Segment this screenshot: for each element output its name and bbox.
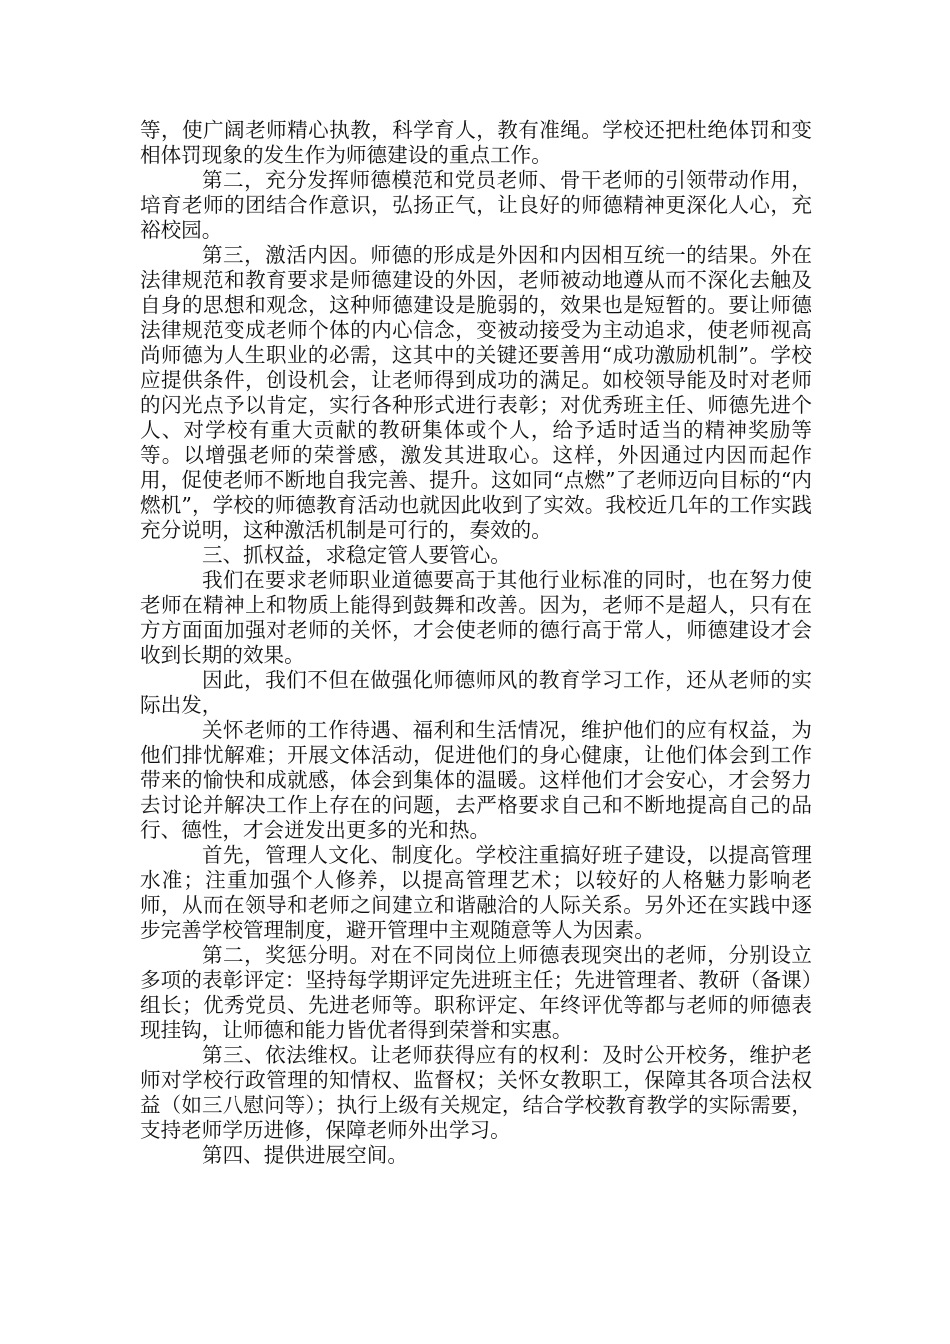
paragraph-11: 第四、提供进展空间。 (202, 1143, 408, 1167)
paragraph-9: 第二，奖惩分明。对在不同岗位上师德表现突出的老师，分别设立多项的表彰评定：坚持每学期评定先进班主任；先进管理者、教研（备课）组长；优秀党员、先进老师等。职称评定、年终评优等都与老师的师德表现挂钩，让师德和能力皆优者得到荣誉和实惠。 (140, 943, 812, 1042)
paragraph-2: 第二，充分发挥师德模范和党员老师、骨干老师的引领带动作用，培育老师的团结合作意识，弘扬正气，让良好的师德精神更深化人心，充裕校园。 (140, 168, 812, 242)
document-page (140, 118, 812, 1168)
section-heading-3: 三、抓权益，求稳定管人要管心。 (202, 543, 511, 567)
paragraph-10: 第三、依法维权。让老师获得应有的权利：及时公开校务，维护老师对学校行政管理的知情权、监督权；关怀女教职工，保障其各项合法权益（如三八慰问等）；执行上级有关规定，结合学校教育教学的实际需要，支持老师学历进修，保障老师外出学习。 (140, 1043, 812, 1142)
paragraph-6: 因此，我们不但在做强化师德师风的教育学习工作，还从老师的实际出发， (140, 668, 812, 717)
paragraph-3: 第三，激活内因。师德的形成是外因和内因相互统一的结果。外在法律规范和教育要求是师德建设的外因，老师被动地遵从而不深化去触及自身的思想和观念，这种师德建设是脆弱的，效果也是短暂的。要让师德法律规范变成老师个体的内心信念，变被动接受为主动追求，使老师视高尚师德为人生职业的必需，这其中的关键还要善用“成功激励机制”。学校应提供条件，创设机会，让老师得到成功的满足。如校领导能及时对老师的闪光点予以肯定，实行各种形式进行表彰；对优秀班主任、师德先进个人、对学校有重大贡献的教研集体或个人，给予适时适当的精神奖励等等。以增强老师的荣誉感，激发其进取心。这样，外因通过内因而起作用，促使老师不断地自我完善、提升。这如同“点燃”了老师迈向目标的“内燃机”，学校的师德教育活动也就因此收到了实效。我校近几年的工作实践充分说明，这种激活机制是可行的，奏效的。 (140, 243, 812, 542)
paragraph-5: 我们在要求老师职业道德要高于其他行业标准的同时，也在努力使老师在精神上和物质上能得到鼓舞和改善。因为，老师不是超人，只有在方方面面加强对老师的关怀，才会使老师的德行高于常人，师德建设才会收到长期的效果。 (140, 568, 812, 667)
paragraph-7: 关怀老师的工作待遇、福利和生活情况，维护他们的应有权益，为他们排忧解难；开展文体活动，促进他们的身心健康，让他们体会到工作带来的愉快和成就感，体会到集体的温暖。这样他们才会安心，才会努力去讨论并解决工作上存在的问题，去严格要求自己和不断地提高自己的品行、德性，才会迸发出更多的光和热。 (140, 718, 812, 842)
paragraph-1: 等，使广阔老师精心执教，科学育人，教有准绳。学校还把杜绝体罚和变相体罚现象的发生作为师德建设的重点工作。 (140, 118, 812, 167)
paragraph-8: 首先，管理人文化、制度化。学校注重搞好班子建设，以提高管理水准；注重加强个人修养，以提高管理艺术；以较好的人格魅力影响老师，从而在领导和老师之间建立和谐融洽的人际关系。另外还在实践中逐步完善学校管理制度，避开管理中主观随意等人为因素。 (140, 843, 812, 942)
